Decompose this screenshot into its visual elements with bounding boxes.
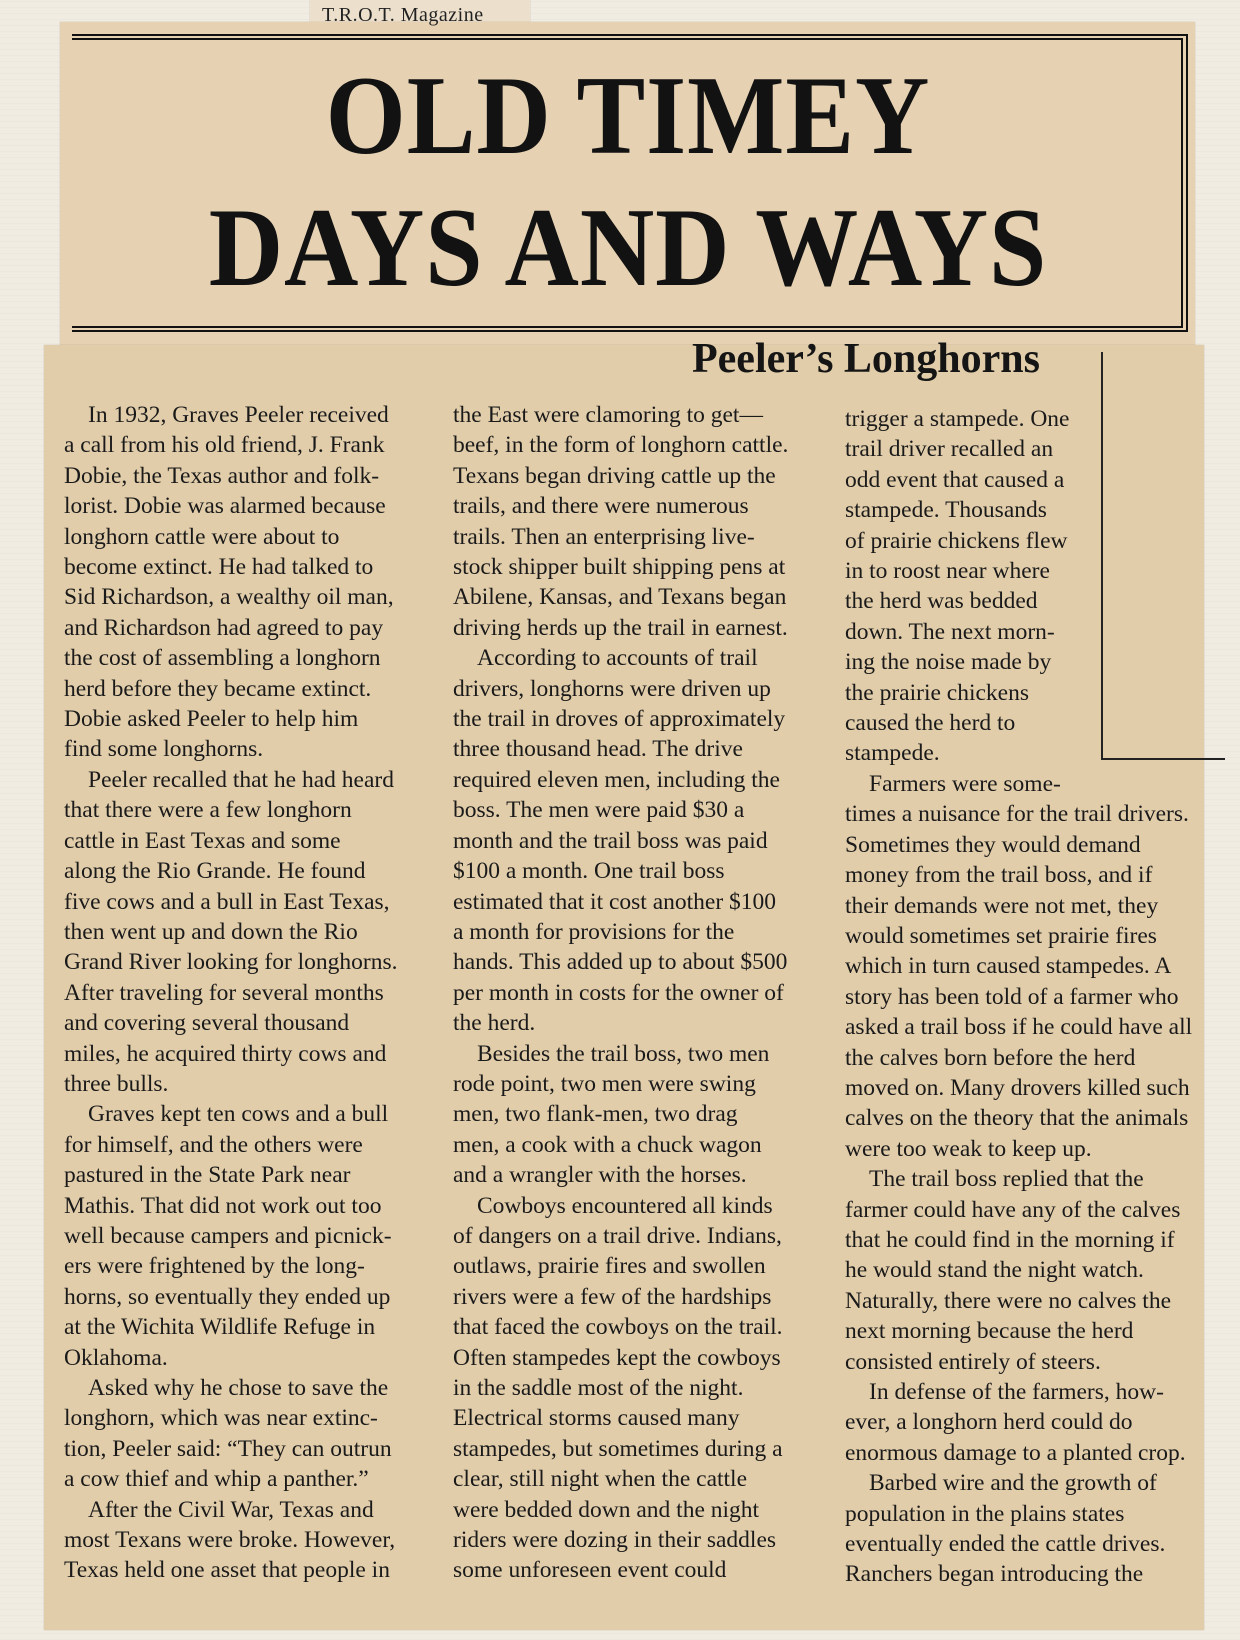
article-line: horns, so eventually they ended up [64, 1283, 391, 1310]
article-line: farmer could have any of the calves [845, 1196, 1181, 1223]
article-line: then went up and down the Rio [64, 918, 358, 945]
article-line: stampede. [845, 740, 940, 767]
article-line: Sometimes they would demand [845, 831, 1141, 858]
article-line: he would stand the night watch. [845, 1257, 1144, 1284]
article-line: tion, Peeler said: “They can outrun [64, 1435, 392, 1462]
article-line: that there were a few longhorn [64, 797, 352, 824]
article-line: in to roost near where [845, 558, 1050, 585]
article-line: at the Wichita Wildlife Refuge in [64, 1314, 376, 1341]
article-line: stock shipper built shipping pens at [453, 554, 786, 581]
article-line: along the Rio Grande. He found [64, 858, 366, 885]
article-line: Dobie, the Texas author and folk- [64, 462, 380, 489]
article-line: the calves born before the herd [845, 1044, 1136, 1071]
article-line: men, a cook with a chuck wagon [453, 1131, 762, 1158]
article-line: and covering several thousand [64, 1010, 350, 1037]
article-line: the prairie chickens [845, 679, 1029, 706]
headline-line-1: OLD TIMEY [325, 54, 931, 178]
article-line: become extinct. He had talked to [64, 554, 374, 581]
article-line: odd event that caused a [845, 466, 1065, 493]
magazine-name: T.R.O.T. Magazine [322, 4, 484, 26]
article-line: a cow thief and whip a panther.” [64, 1466, 369, 1493]
article-line: find some longhorns. [64, 736, 264, 763]
article-line: drivers, longhorns were driven up [453, 675, 771, 702]
article-column-3 [845, 404, 1213, 1590]
article-column-2 [453, 400, 825, 1586]
article-line: were too weak to keep up. [845, 1135, 1092, 1162]
article-line: Abilene, Kansas, and Texans began [453, 584, 787, 611]
article-line: stampedes, but sometimes during a [453, 1435, 783, 1462]
article-line: Asked why he chose to save the [88, 1375, 389, 1401]
headline-line-2: DAYS AND WAYS [208, 186, 1048, 310]
article-line: asked a trail boss if he could have all [845, 1014, 1193, 1041]
article-line: Dobie asked Peeler to help him [64, 706, 359, 733]
article-line: population in the plains states [845, 1500, 1125, 1527]
article-line: three thousand head. The drive [453, 736, 743, 763]
article-line: required eleven men, including the [453, 766, 780, 793]
article-line: longhorn cattle were about to [64, 523, 340, 550]
article-line: Grand River looking for longhorns. [64, 949, 398, 976]
article-line: the herd. [453, 1010, 536, 1037]
article-line: Texans began driving cattle up the [453, 462, 776, 489]
article-line: caused the herd to [845, 710, 1016, 737]
article-subtitle: Peeler’s Longhorns [692, 336, 1040, 382]
article-line: Peeler recalled that he had heard [88, 766, 394, 793]
article-line: trails, and there were numerous [453, 493, 749, 520]
article-line: riders were dozing in their saddles [453, 1527, 777, 1554]
article-line: their demands were not met, they [845, 892, 1159, 919]
article-line: calves on the theory that the animals [845, 1105, 1189, 1132]
article-line: per month in costs for the owner of [453, 979, 784, 1006]
article-line: hands. This added up to about $500 [453, 949, 788, 976]
article-line: some unforeseen event could [453, 1557, 727, 1584]
article-line: pastured in the State Park near [64, 1162, 351, 1189]
article-line: Naturally, there were no calves the [845, 1287, 1172, 1314]
article-line: Often stampedes kept the cowboys [453, 1344, 781, 1371]
article-line: Texas held one asset that people in [64, 1557, 390, 1584]
article-line: ers were frightened by the long- [64, 1253, 365, 1280]
article-line: of prairie chickens flew [845, 527, 1068, 554]
article-line: the East were clamoring to get— [453, 402, 763, 428]
article-line: After the Civil War, Texas and [88, 1496, 374, 1523]
article-line: story has been told of a farmer who [845, 983, 1179, 1010]
article-line: trail driver recalled an [845, 436, 1054, 463]
article-line: and a wrangler with the horses. [453, 1162, 747, 1189]
article-line: In defense of the farmers, how- [869, 1379, 1164, 1405]
article-line: a month for provisions for the [453, 918, 735, 945]
article-line: month and the trail boss was paid [453, 827, 768, 854]
article-line: moved on. Many drovers killed such [845, 1074, 1190, 1101]
article-line: the cost of assembling a longhorn [64, 645, 381, 672]
article-line: rivers were a few of the hardships [453, 1283, 772, 1310]
article-line: well because campers and picnick- [64, 1222, 392, 1249]
article-line: three bulls. [64, 1070, 169, 1097]
article-line: According to accounts of trail [477, 645, 758, 672]
article-line: ing the noise made by [845, 649, 1052, 676]
article-line: lorist. Dobie was alarmed because [64, 493, 386, 520]
article-line: $100 a month. One trail boss [453, 858, 725, 885]
article-line: rode point, two men were swing [453, 1070, 756, 1097]
article-line: miles, he acquired thirty cows and [64, 1040, 387, 1067]
article-line: money from the trail boss, and if [845, 862, 1153, 889]
article-line: next morning because the herd [845, 1318, 1134, 1345]
article-line: consisted entirely of steers. [845, 1348, 1101, 1375]
article-line: After traveling for several months [64, 979, 384, 1006]
article-line: down. The next morn- [845, 618, 1055, 645]
article-line: Barbed wire and the growth of [869, 1470, 1157, 1497]
article-line: In 1932, Graves Peeler received [88, 402, 389, 428]
article-line: boss. The men were paid $30 a [453, 797, 745, 824]
article-line: a call from his old friend, J. Frank [64, 432, 385, 459]
article-line: Graves kept ten cows and a bull [88, 1101, 389, 1128]
article-line: of dangers on a trail drive. Indians, [453, 1222, 782, 1249]
article-line: beef, in the form of longhorn cattle. [453, 432, 789, 459]
article-line: herd before they became extinct. [64, 675, 372, 702]
article-line: Sid Richardson, a wealthy oil man, [64, 584, 394, 611]
article-line: cattle in East Texas and some [64, 827, 341, 854]
article-line: Farmers were some- [869, 770, 1061, 797]
article-line: five cows and a bull in East Texas, [64, 888, 390, 915]
article-line: Oklahoma. [64, 1344, 168, 1371]
article-line: the herd was bedded [845, 588, 1038, 615]
article-line: Mathis. That did not work out too [64, 1192, 382, 1219]
article-line: would sometimes set prairie fires [845, 922, 1157, 949]
article-line: Cowboys encountered all kinds [477, 1192, 773, 1219]
article-line: enormous damage to a planted crop. [845, 1439, 1186, 1466]
article-line: that faced the cowboys on the trail. [453, 1314, 783, 1341]
article-line: that he could find in the morning if [845, 1226, 1175, 1253]
article-line: trigger a stampede. One [845, 406, 1070, 432]
article-line: men, two flank-men, two drag [453, 1101, 738, 1128]
article-line: Ranchers began introducing the [845, 1561, 1144, 1588]
article-line: for himself, and the others were [64, 1131, 363, 1158]
article-line: outlaws, prairie fires and swollen [453, 1253, 766, 1280]
article-line: Electrical storms caused many [453, 1405, 740, 1432]
article-line: driving herds up the trail in earnest. [453, 614, 788, 641]
article-line: The trail boss replied that the [869, 1166, 1144, 1193]
article-line: estimated that it cost another $100 [453, 888, 777, 915]
article-line: most Texans were broke. However, [64, 1527, 396, 1554]
article-line: stampede. Thousands [845, 497, 1047, 524]
article-line: which in turn caused stampedes. A [845, 953, 1172, 980]
article-line: times a nuisance for the trail drivers. [845, 801, 1189, 828]
article-line: were bedded down and the night [453, 1496, 760, 1523]
article-line: and Richardson had agreed to pay [64, 614, 384, 641]
article-line: ever, a longhorn herd could do [845, 1409, 1133, 1436]
article-line: clear, still night when the cattle [453, 1466, 748, 1493]
article-line: in the saddle most of the night. [453, 1375, 744, 1401]
article-line: trails. Then an enterprising live- [453, 523, 755, 550]
article-line: the trail in droves of approximately [453, 706, 786, 733]
article-line: longhorn, which was near extinc- [64, 1405, 378, 1432]
article-line: eventually ended the cattle drives. [845, 1531, 1166, 1558]
article-line: Besides the trail boss, two men [477, 1040, 770, 1067]
article-column-1 [64, 400, 426, 1586]
